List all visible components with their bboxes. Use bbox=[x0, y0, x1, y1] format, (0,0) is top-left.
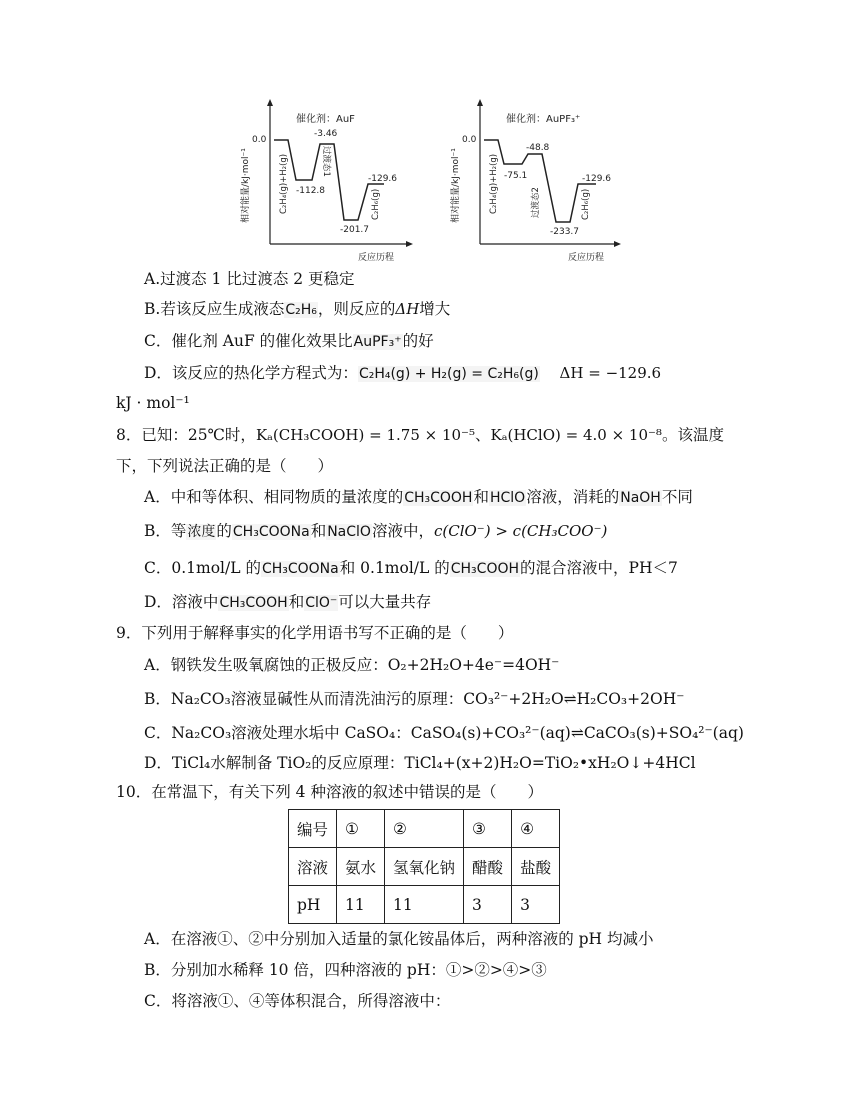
table-cell: 编号 bbox=[289, 810, 337, 848]
q9-option-b: B．Na₂CO₃溶液显碱性从而清洗油污的原理：CO₃²⁻+2H₂O⇌H₂CO₃+2OH⁻ bbox=[144, 690, 685, 708]
q9-option-a: A．钢铁发生吸氧腐蚀的正极反应：O₂+2H₂O+4e⁻=4OH⁻ bbox=[144, 656, 560, 674]
text: C．0.1mol/L 的 bbox=[144, 559, 261, 577]
q9-option-c: C．Na₂CO₃溶液处理水垢中 CaSO₄：CaSO₄(s)+CO₃²⁻(aq)⇌CaCO₃(s)+SO₄²⁻(aq) bbox=[144, 724, 744, 742]
xlabel: 反应历程 bbox=[568, 253, 605, 263]
text: 、 bbox=[474, 426, 491, 444]
text: 和 0.1mol/L 的 bbox=[339, 559, 450, 577]
ylabel: 相对能量/kJ·mol⁻¹ bbox=[451, 148, 461, 223]
product-label: C₂H₆(g) bbox=[581, 188, 591, 220]
q8-option-a bbox=[144, 486, 693, 509]
formula: CH₃COOH bbox=[404, 490, 473, 506]
q8-option-c bbox=[144, 557, 678, 580]
text: 增大 bbox=[419, 300, 451, 318]
table-cell: 醋酸 bbox=[464, 848, 512, 886]
value-1: -112.8 bbox=[296, 186, 326, 196]
text: 不同 bbox=[661, 488, 693, 506]
q8-option-d bbox=[144, 591, 431, 614]
table-row bbox=[289, 848, 560, 886]
ka-hclo: Kₐ(HClO) = 4.0 × 10⁻⁸ bbox=[490, 426, 662, 444]
q9-stem: 9．下列用于解释事实的化学用语书写不正确的是（ ） bbox=[116, 624, 514, 642]
text: D．该反应的热化学方程式为： bbox=[144, 364, 358, 382]
formula: C₂H₆ bbox=[285, 302, 317, 318]
formula: CH₃COOH bbox=[219, 595, 288, 611]
q8-stem-line1 bbox=[116, 424, 724, 446]
ts-label: 过渡态1 bbox=[321, 146, 331, 177]
formula: AuPF₃⁺ bbox=[353, 334, 402, 350]
text: A．中和等体积、相同物质的量浓度的 bbox=[144, 488, 404, 506]
energy-diagram-auf bbox=[238, 98, 414, 264]
q10-option-b: B．分别加水稀释 10 倍，四种溶液的 pH：①>②>④>③ bbox=[144, 961, 547, 979]
ts-label: 过渡态2 bbox=[531, 187, 541, 218]
table-cell: pH bbox=[289, 886, 337, 924]
table-cell: ① bbox=[337, 810, 385, 848]
solution-table bbox=[288, 809, 560, 924]
text: 的混合溶液中，PH＜7 bbox=[520, 559, 678, 577]
formula: CH₃COONa bbox=[261, 561, 339, 577]
q8-stem-line2: 下，下列说法正确的是（ ） bbox=[116, 457, 334, 475]
text: 。该温度 bbox=[661, 426, 724, 444]
ka-acetic: Kₐ(CH₃COOH) = 1.75 × 10⁻⁵ bbox=[255, 426, 475, 444]
math: ΔH bbox=[395, 300, 420, 318]
text: 8．已知：25℃时， bbox=[116, 426, 256, 444]
inequality: c(ClO⁻) > c(CH₃COO⁻) bbox=[433, 522, 608, 540]
table-cell: 11 bbox=[385, 886, 464, 924]
q10-stem: 10．在常温下，有关下列 4 种溶液的叙述中错误的是（ ） bbox=[116, 783, 543, 801]
table-cell: 氢氧化钠 bbox=[385, 848, 464, 886]
text: C．催化剂 AuF 的催化效果比 bbox=[144, 332, 353, 350]
value-3: -201.7 bbox=[340, 225, 370, 235]
text: D．溶液中 bbox=[144, 593, 219, 611]
table-cell: 盐酸 bbox=[512, 848, 560, 886]
reactant-label: C₂H₄(g)+H₂(g) bbox=[489, 153, 499, 214]
q10-option-a: A．在溶液①、②中分别加入适量的氯化铵晶体后，两种溶液的 pH 均减小 bbox=[144, 930, 654, 948]
table-cell: 11 bbox=[337, 886, 385, 924]
q7-option-d bbox=[144, 362, 661, 385]
formula: ClO⁻ bbox=[305, 595, 338, 611]
formula: NaOH bbox=[620, 490, 661, 506]
table-cell: ④ bbox=[512, 810, 560, 848]
q10-option-c: C．将溶液①、④等体积混合，所得溶液中： bbox=[144, 992, 451, 1010]
product-label: C₂H₆(g) bbox=[371, 188, 381, 220]
equation: C₂H₄(g) + H₂(g) = C₂H₆(g) bbox=[358, 366, 539, 382]
q7-option-a: A.过渡态 1 比过渡态 2 更稳定 bbox=[144, 270, 355, 288]
value-2: -48.8 bbox=[526, 143, 550, 153]
zero-label: 0.0 bbox=[252, 135, 267, 145]
text-image: 浓度 bbox=[187, 524, 216, 540]
formula: CH₃COONa bbox=[232, 524, 310, 540]
table-cell: ③ bbox=[464, 810, 512, 848]
value-4: -129.6 bbox=[582, 174, 612, 184]
text: 溶液，消耗的 bbox=[526, 488, 620, 506]
q9-option-d: D．TiCl₄水解制备 TiO₂的反应原理：TiCl₄+(x+2)H₂O=TiO₂•xH₂O↓+4HCl bbox=[144, 754, 696, 772]
xlabel: 反应历程 bbox=[358, 253, 395, 263]
catalyst-label: 催化剂：AuF bbox=[296, 114, 355, 125]
zero-label: 0.0 bbox=[462, 135, 477, 145]
q7-option-c bbox=[144, 330, 434, 353]
formula: HClO bbox=[489, 490, 526, 506]
text: ，则反应的 bbox=[317, 300, 396, 318]
table-cell: 溶液 bbox=[289, 848, 337, 886]
text: 溶液中， bbox=[371, 522, 434, 540]
reactant-label: C₂H₄(g)+H₂(g) bbox=[279, 153, 289, 214]
catalyst-label: 催化剂：AuPF₃⁺ bbox=[506, 114, 581, 125]
value-4: -129.6 bbox=[368, 174, 398, 184]
text: 可以大量共存 bbox=[338, 593, 432, 611]
table-row bbox=[289, 810, 560, 848]
delta-h: ΔH = −129.6 bbox=[559, 364, 662, 382]
q8-option-b bbox=[144, 520, 607, 543]
text: B．等 bbox=[144, 522, 187, 540]
value-1: -75.1 bbox=[504, 171, 528, 181]
formula: CH₃COOH bbox=[450, 561, 520, 577]
text: 和 bbox=[473, 488, 489, 506]
text: 和 bbox=[288, 593, 305, 611]
formula: NaClO bbox=[327, 524, 371, 540]
table-cell: ② bbox=[385, 810, 464, 848]
text: 的好 bbox=[402, 332, 434, 350]
text: B.若该反应生成液态 bbox=[144, 300, 285, 318]
value-3: -233.7 bbox=[550, 227, 580, 237]
q7-option-b bbox=[144, 298, 450, 321]
ylabel: 相对能量/kJ·mol⁻¹ bbox=[241, 148, 251, 223]
table-cell: 氨水 bbox=[337, 848, 385, 886]
q7-option-d-unit: kJ · mol⁻¹ bbox=[116, 394, 190, 412]
text: 和 bbox=[310, 522, 327, 540]
energy-diagram-aupf3 bbox=[446, 98, 622, 264]
table-row bbox=[289, 886, 560, 924]
value-2: -3.46 bbox=[314, 129, 338, 139]
table-cell: 3 bbox=[512, 886, 560, 924]
table-cell: 3 bbox=[464, 886, 512, 924]
text: 的 bbox=[216, 522, 232, 540]
